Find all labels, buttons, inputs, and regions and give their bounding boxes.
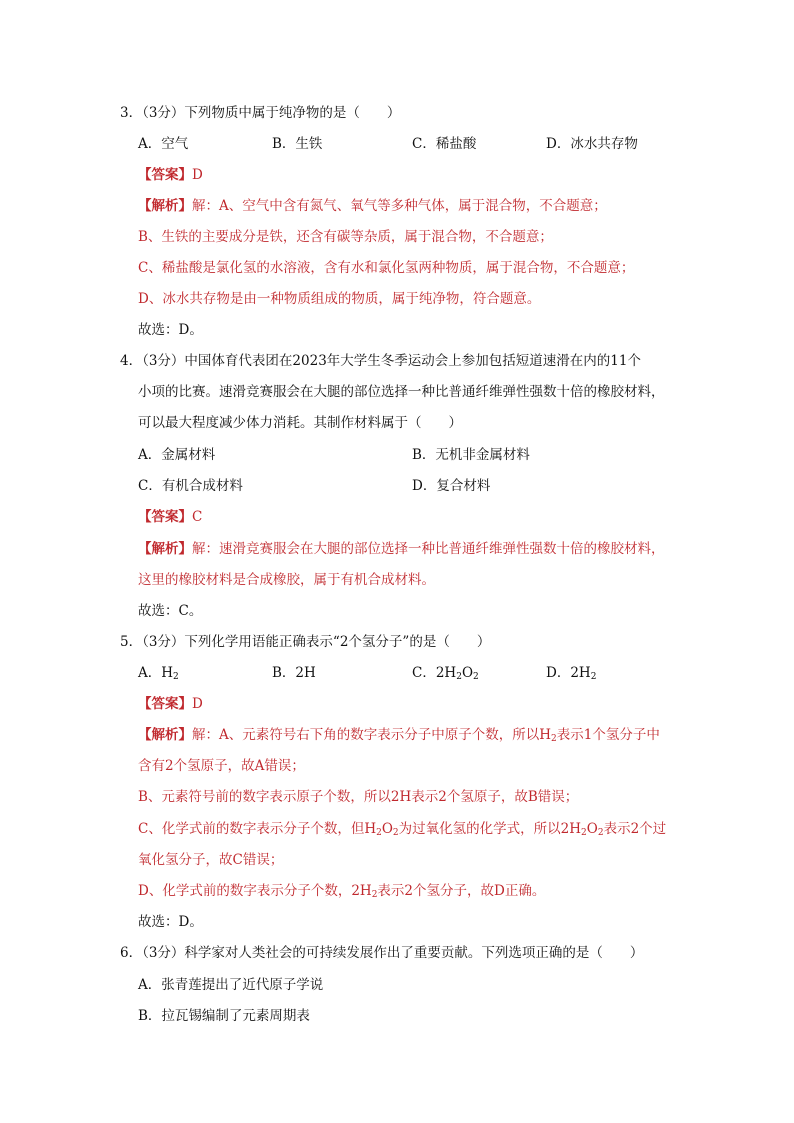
q6-option-a: A．张青莲提出了近代原子学说 <box>138 977 324 993</box>
q5-option-d: D．$2H_2$ <box>546 665 597 682</box>
answer-value: D <box>192 167 203 183</box>
q4-option-c: C．有机合成材料 <box>138 478 243 494</box>
q4-analysis-line-1 <box>138 540 665 558</box>
q5-analysis-line-5: 氧化氢分子，故C错误； <box>138 852 284 868</box>
question-4-stem-3: 可以最大程度减少体力消耗。其制作材料属于（ ） <box>138 415 462 431</box>
question-4-stem-1: 4．（3分）中国体育代表团在2023年大学生冬季运动会上参加包括短道速滑在内的11个 <box>120 353 641 369</box>
analysis-text: 解：A、空气中含有氮气、氧气等多种气体，属于混合物，不合题意； <box>192 198 607 214</box>
q3-option-b: B．生铁 <box>272 136 323 152</box>
q3-option-a: A．空气 <box>138 136 189 152</box>
answer-tag: 【答案】 <box>138 509 192 525</box>
answer-tag: 【答案】 <box>138 167 192 183</box>
q3-analysis-line-3: C、稀盐酸是氯化氢的水溶液，含有水和氯化氢两种物质，属于混合物，不合题意； <box>138 260 635 276</box>
analysis-text: 解：速滑竞赛服会在大腿的部位选择一种比普通纤维弹性强数十倍的橡胶材料， <box>192 541 665 557</box>
q5-analysis-line-3: B、元素符号前的数字表示原子个数，所以2H表示2个氢原子，故B错误； <box>138 789 579 805</box>
q5-analysis-line-2: 含有2个氢原子，故A错误； <box>138 758 305 774</box>
question-3-stem: 3．（3分）下列物质中属于纯净物的是（ ） <box>120 105 401 121</box>
q4-answer <box>138 508 202 526</box>
q4-analysis-line-2: 这里的橡胶材料是合成橡胶，属于有机合成材料。 <box>138 572 435 588</box>
question-6-stem: 6．（3分）科学家对人类社会的可持续发展作出了重要贡献。下列选项正确的是（ ） <box>120 945 644 961</box>
analysis-tag: 【解析】 <box>138 727 192 743</box>
q3-choice: 故选：D。 <box>138 322 203 338</box>
q5-choice: 故选：D。 <box>138 914 203 930</box>
q4-option-d: D．复合材料 <box>412 478 491 494</box>
answer-tag: 【答案】 <box>138 696 192 712</box>
q3-analysis-line-2: B、生铁的主要成分是铁，还含有碳等杂质，属于混合物，不合题意； <box>138 229 553 245</box>
answer-value: D <box>192 696 203 712</box>
q5-option-c: C．$2H_2O_2$ <box>412 665 479 682</box>
q6-option-b: B．拉瓦锡编制了元素周期表 <box>138 1008 310 1024</box>
question-4-stem-2: 小项的比赛。速滑竞赛服会在大腿的部位选择一种比普通纤维弹性强数十倍的橡胶材料， <box>138 384 665 400</box>
q5-option-a: A．$H_2$ <box>138 665 179 682</box>
q5-analysis-line-6: D、化学式前的数字表示分子个数，$2H_2$表示2个氢分子，故D正确。 <box>138 883 546 900</box>
analysis-tag: 【解析】 <box>138 541 192 557</box>
answer-value: C <box>192 509 203 525</box>
q4-choice: 故选：C。 <box>138 603 203 619</box>
q5-answer <box>138 695 203 713</box>
q4-option-a: A．金属材料 <box>138 447 216 463</box>
q3-option-d: D．冰水共存物 <box>546 136 638 152</box>
q5-analysis-line-1: 【解析】解：A、元素符号右下角的数字表示分子中原子个数，所以$H_2$表示1个氢分子中 <box>138 727 660 744</box>
q3-analysis-line-1 <box>138 197 607 215</box>
q3-option-c: C．稀盐酸 <box>412 136 477 152</box>
analysis-tag: 【解析】 <box>138 198 192 214</box>
q5-option-b: B．2H <box>272 665 316 681</box>
q5-analysis-line-4: C、化学式前的数字表示分子个数，但$H_2O_2$为过氧化氢的化学式，所以$2H_2O_2$表示2个过 <box>138 821 667 838</box>
q3-answer <box>138 166 203 184</box>
q3-analysis-line-4: D、冰水共存物是由一种物质组成的物质，属于纯净物，符合题意。 <box>138 291 541 307</box>
q4-option-b: B．无机非金属材料 <box>412 447 530 463</box>
question-5-stem: 5．（3分）下列化学用语能正确表示“2个氢分子”的是（ ） <box>120 634 491 650</box>
